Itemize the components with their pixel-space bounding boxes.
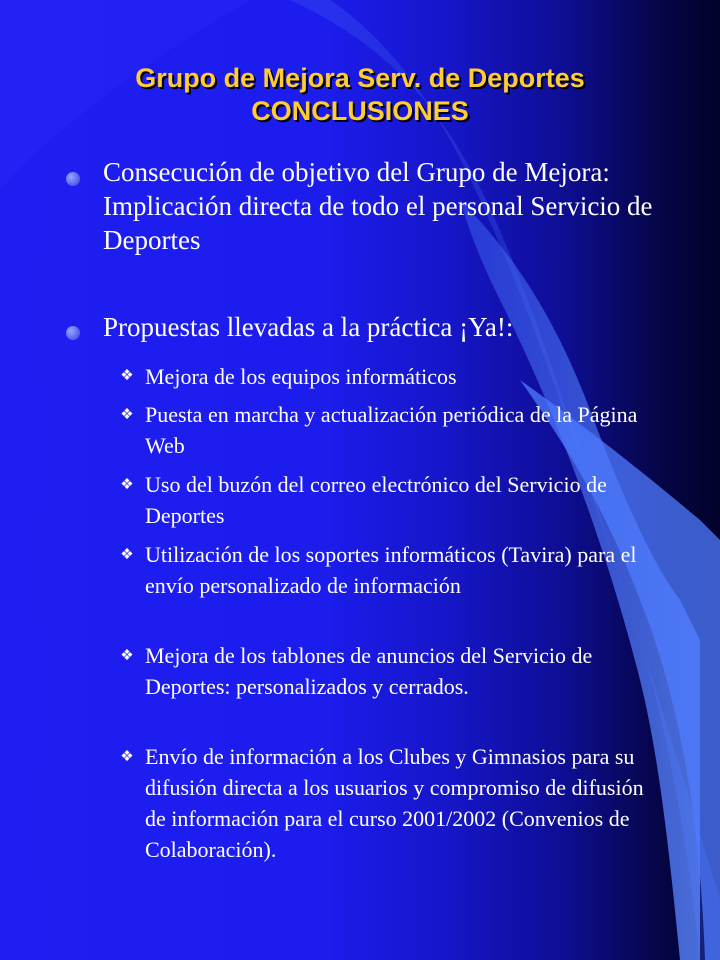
title-line-1: Grupo de Mejora Serv. de Deportes bbox=[135, 63, 585, 93]
sub-bullet-item: Envío de información a los Clubes y Gimnasios para su difusión directa a los usuarios y compromiso de difusión de información para el curso 2001/2002 (Convenios de Colaboración). bbox=[145, 744, 644, 862]
diamond-bullet-icon: ❖ bbox=[120, 749, 134, 765]
diamond-bullet-icon: ❖ bbox=[120, 368, 134, 384]
diamond-bullet-icon: ❖ bbox=[120, 547, 134, 563]
round-bullet-icon bbox=[66, 326, 80, 340]
diamond-bullet-icon: ❖ bbox=[120, 407, 134, 423]
title-line-2: CONCLUSIONES bbox=[251, 96, 469, 126]
round-bullet-icon bbox=[66, 172, 80, 186]
sub-bullet-item: Mejora de los equipos informáticos bbox=[145, 364, 457, 389]
bullet-item: Consecución de objetivo del Grupo de Mejora: Implicación directa de todo el personal Servicio de Deportes bbox=[103, 157, 653, 255]
bullet-item: Propuestas llevadas a la práctica ¡Ya!: bbox=[103, 312, 514, 342]
sub-bullet-item: Uso del buzón del correo electrónico del Servicio de Deportes bbox=[145, 472, 607, 528]
sub-bullet-item: Utilización de los soportes informáticos (Tavira) para el envío personalizado de información bbox=[145, 542, 637, 598]
diamond-bullet-icon: ❖ bbox=[120, 477, 134, 493]
diamond-bullet-icon: ❖ bbox=[120, 648, 134, 664]
sub-bullet-item: Puesta en marcha y actualización periódica de la Página Web bbox=[145, 402, 638, 458]
sub-bullet-item: Mejora de los tablones de anuncios del Servicio de Deportes: personalizados y cerrados. bbox=[145, 643, 593, 699]
